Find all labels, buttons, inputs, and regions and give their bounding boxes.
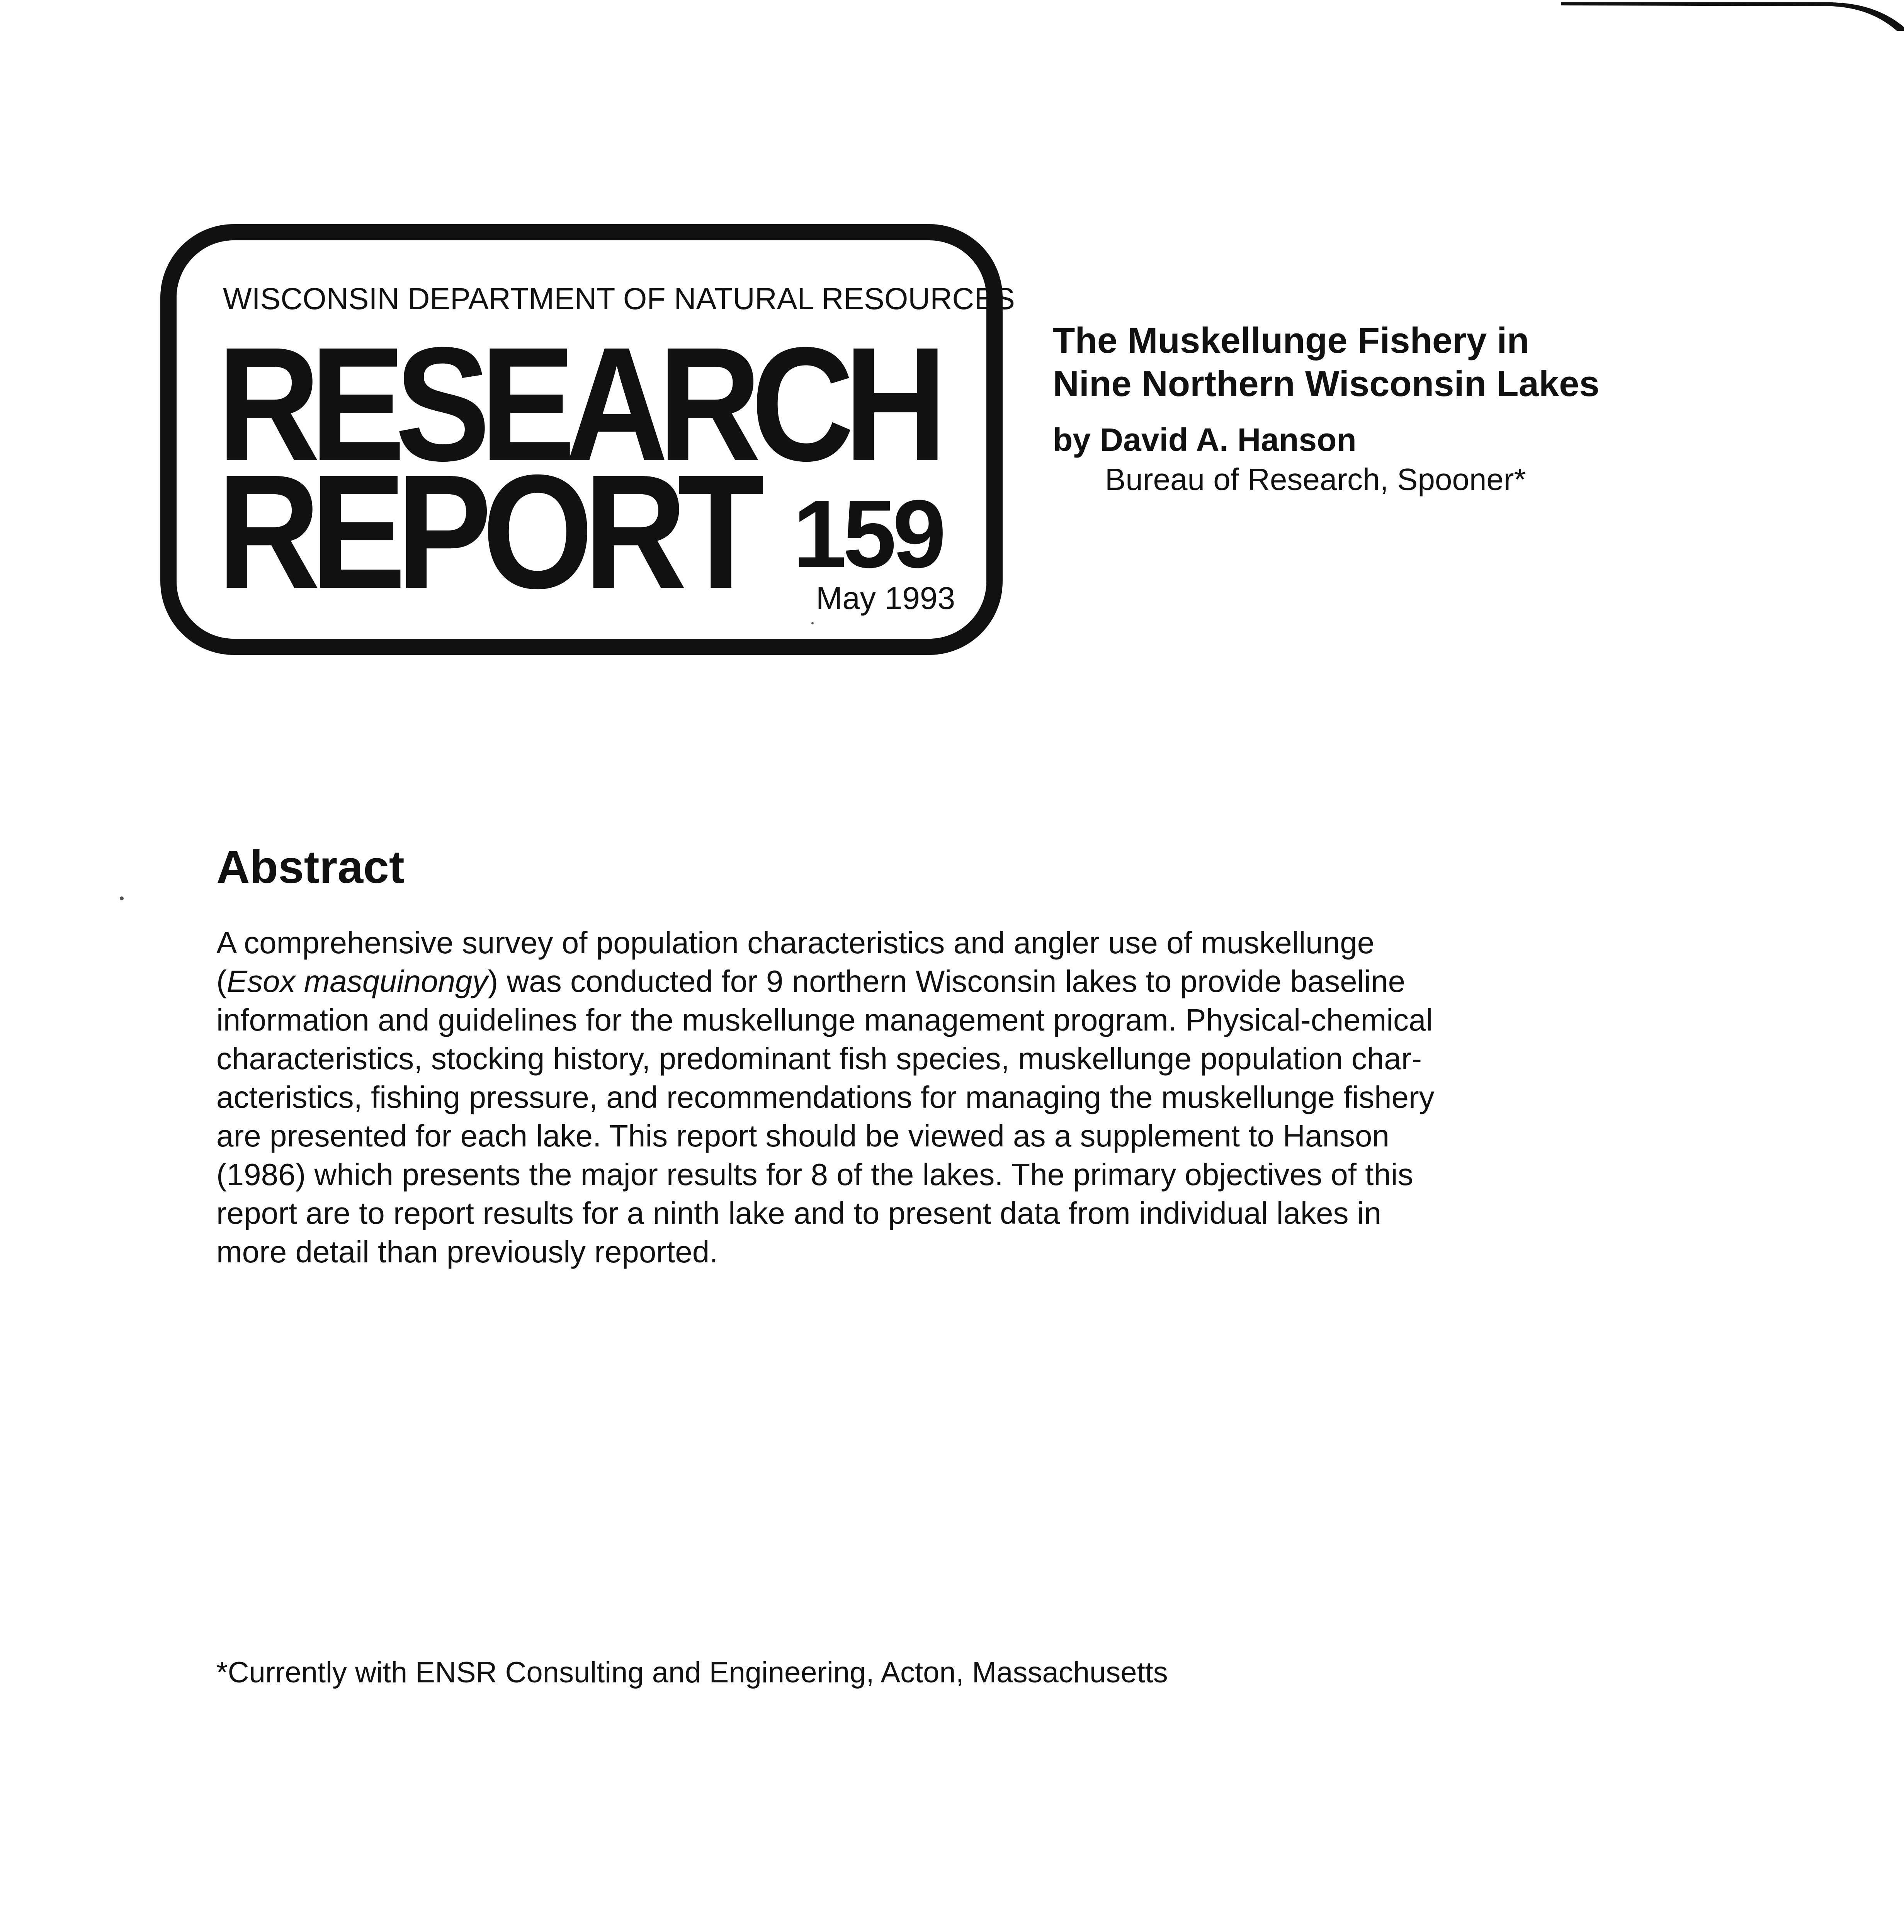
article-title-line: The Muskellunge Fishery in (1053, 320, 1529, 361)
author-byline: by David A. Hanson (1053, 422, 1357, 458)
publication-date: May 1993 (816, 581, 955, 616)
abstract-text-fragment: ( (216, 964, 227, 998)
scan-speck (811, 622, 814, 624)
abstract-heading: Abstract (216, 841, 405, 893)
scan-speck (120, 896, 124, 900)
author-affiliation: Bureau of Research, Spooner* (1105, 462, 1526, 497)
report-number: 159 (793, 480, 943, 588)
abstract-line: information and guidelines for the muskellunge management program. Physical-chemical (216, 1003, 1433, 1037)
article-title (1053, 319, 1600, 405)
species-name: Esox masquinongy (226, 964, 488, 998)
abstract-line: more detail than previously reported. (216, 1235, 718, 1269)
abstract-line (216, 962, 1615, 1001)
abstract-line: acteristics, fishing pressure, and recommendations for managing the muskellunge fishery (216, 1080, 1435, 1114)
series-title-report: REPORT (217, 441, 755, 622)
series-title-research: RESEARCH (217, 314, 937, 495)
abstract-line: (1986) which presents the major results for 8 of the lakes. The primary objectives of this (216, 1157, 1413, 1192)
abstract-line: characteristics, stocking history, predominant fish species, muskellunge population char- (216, 1041, 1422, 1076)
abstract-line: A comprehensive survey of population characteristics and angler use of muskellunge (216, 925, 1375, 960)
scan-edge-mark (1561, 0, 1904, 31)
report-masthead-box (160, 224, 1015, 655)
agency-name: WISCONSIN DEPARTMENT OF NATURAL RESOURCES (223, 281, 1015, 316)
abstract-line: report are to report results for a ninth lake and to present data from individual lakes in (216, 1196, 1381, 1230)
article-title-line: Nine Northern Wisconsin Lakes (1053, 363, 1600, 404)
abstract-body (216, 923, 1615, 1271)
abstract-text-fragment: ) was conducted for 9 northern Wisconsin lakes to provide baseline (488, 964, 1406, 998)
abstract-line: are presented for each lake. This report should be viewed as a supplement to Hanson (216, 1119, 1389, 1153)
author-footnote: *Currently with ENSR Consulting and Engineering, Acton, Massachusetts (216, 1656, 1168, 1689)
